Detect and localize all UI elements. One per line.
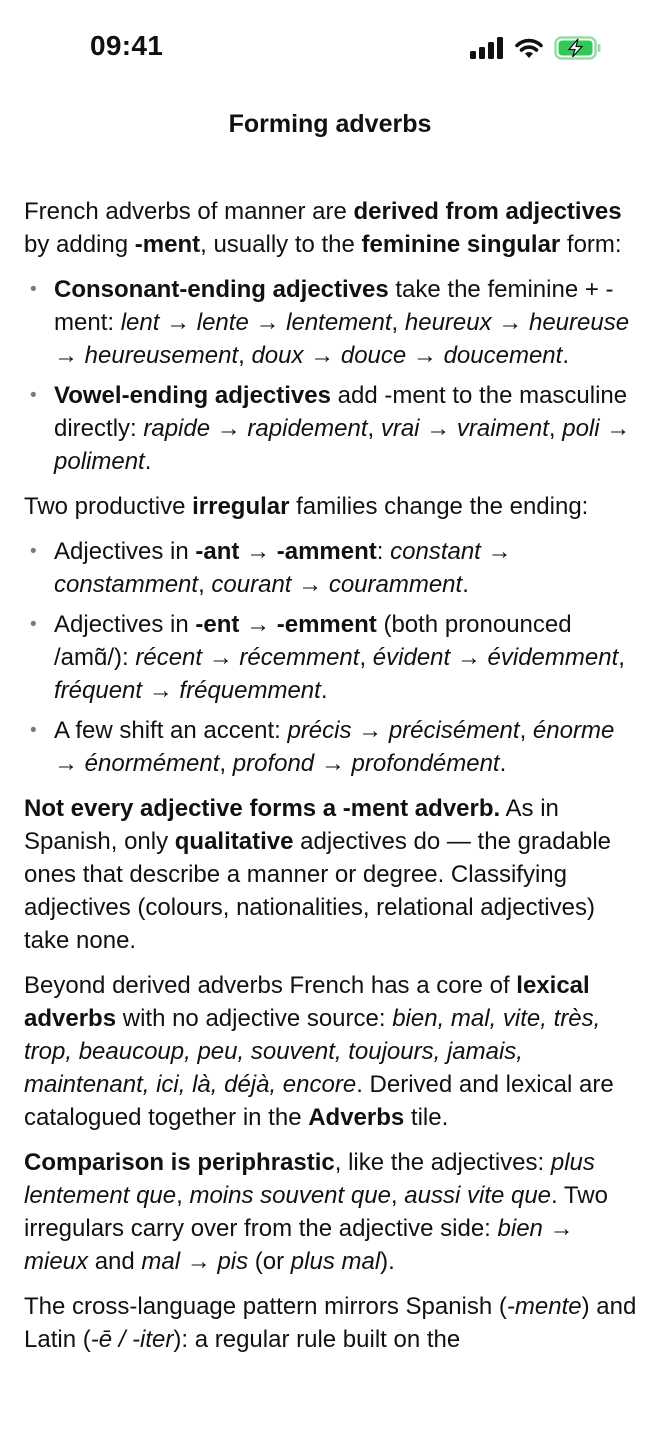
example-word: courant [211,571,292,598]
example-word: couramment [328,571,463,598]
example-word: poli [562,415,600,442]
example-word: constamment [54,571,199,598]
example-word: fréquent [54,677,143,704]
example-word: rapidement [247,415,368,442]
punctuation: . [499,750,507,777]
arrow: → [480,538,512,565]
separator: , [198,571,212,598]
example-word: lente [196,309,249,336]
example-word: heureux [404,309,492,336]
separator: , [176,1182,190,1209]
separator: , [238,342,252,369]
item-text: A few shift an accent: [54,717,288,744]
example-word: fréquemment [179,677,321,704]
example-phrase: moins souvent que [189,1182,391,1209]
rule-text: take the feminine + -ment: [54,276,614,336]
paragraph-text: ) and Latin ( [24,1293,637,1353]
paragraph-text: families change the ending: [289,493,589,520]
status-icons [470,36,602,65]
paragraph-text: and [88,1248,142,1275]
example-phrase: plus mal [290,1248,381,1275]
example-word: profond [232,750,315,777]
list-item [54,379,638,478]
arrow: → [239,611,277,638]
separator: , [548,415,563,442]
intro-text: French adverbs of manner are [24,198,354,225]
arrow: → [248,309,287,336]
item-text: Adjectives in [54,611,196,638]
example-word: mal [141,1248,181,1275]
arrow: → [202,644,240,671]
arrow: → [419,415,457,442]
arrow: → [159,309,197,336]
example-suffix: -mente [506,1293,582,1320]
example-word: doucement [443,342,563,369]
example-word: énormément [84,750,220,777]
arrow: → [491,309,529,336]
example-word: pis [217,1248,249,1275]
separator: , [618,644,625,671]
example-word: mieux [24,1248,89,1275]
separator: , [359,644,373,671]
wifi-icon [514,37,544,64]
paragraph-text: tile. [404,1104,449,1131]
example-word: bien [497,1215,543,1242]
intro-text: by adding [24,231,135,258]
example-word: énorme [532,717,615,744]
example-word: doux [251,342,304,369]
paragraph-text: , like the adjectives: [334,1149,551,1176]
separator: , [391,309,405,336]
intro-emphasis: feminine singular [361,231,561,258]
cellular-signal-icon [470,37,504,64]
qualitative-paragraph [24,792,638,957]
rule-list [24,273,638,478]
item-text: (both pronounced /amɑ̃/): [54,611,572,671]
emphasis: Not every adjective forms a -ment adverb. [24,795,501,822]
example-word: rapide [143,415,211,442]
status-bar [0,0,660,96]
arrow: → [542,1215,574,1242]
emphasis: Comparison is periphrastic [24,1149,335,1176]
arrow: → [599,415,631,442]
arrow: → [210,415,248,442]
example-word: douce [340,342,407,369]
list-item [54,714,638,780]
example-phrase: plus lentement que [24,1149,595,1209]
example-word: précisément [388,717,520,744]
arrow: → [142,677,180,704]
intro-text: , usually to the [200,231,362,258]
paragraph-text: . Two irregulars carry over from the adjective side: [24,1182,608,1242]
punctuation: . [144,448,152,475]
example-word-list: bien, mal, vite, très, trop, beaucoup, peu, souvent, toujours, jamais, maintenant, ici, là, déjà, encore [24,1005,601,1098]
intro-text: form: [560,231,622,258]
example-word: précis [287,717,352,744]
list-item [54,535,638,601]
paragraph-text: The cross-language pattern mirrors Spanish ( [24,1293,507,1320]
rule-text: add -ment to the masculine directly: [54,382,628,442]
arrow: → [406,342,444,369]
list-item [54,608,638,707]
example-word: vraiment [456,415,549,442]
paragraph-text: . Derived and lexical are catalogued together in the [24,1071,614,1131]
rule-heading: Consonant-ending adjectives [54,276,389,303]
example-word: récent [135,644,203,671]
suffix-term: -ant [195,538,240,565]
emphasis: qualitative [174,828,294,855]
suffix-term: -emment [276,611,377,638]
paragraph-text: As in Spanish, only [24,795,559,855]
arrow: → [239,538,277,565]
arrow: → [54,342,85,369]
punctuation: . [320,677,328,704]
arrow: → [314,750,352,777]
punctuation: . [562,342,569,369]
suffix-term: -amment [276,538,377,565]
item-text: : [376,538,391,565]
example-word: lent [120,309,160,336]
status-time: 09:41 [90,30,164,61]
separator: , [367,415,381,442]
list-item [54,273,638,372]
separator: , [390,1182,405,1209]
cross-language-paragraph [24,1290,638,1356]
arrow: → [303,342,341,369]
paragraph-text: Two productive [24,493,193,520]
arrow: → [180,1248,218,1275]
battery-charging-icon [554,36,602,65]
page-title: Forming adverbs [228,110,432,138]
article-body [24,195,638,1368]
lexical-paragraph [24,969,638,1134]
separator: , [219,750,233,777]
example-word: évident [372,644,451,671]
example-word: constant [390,538,481,565]
paragraph-text: ): a regular rule built on the [173,1326,461,1353]
suffix-term: -ment [134,231,201,258]
suffix-term: -ent [195,611,240,638]
example-word: évidemment [487,644,619,671]
emphasis: lexical adverbs [24,972,590,1032]
tile-reference: Adverbs [308,1104,405,1131]
irregular-list [24,535,638,780]
example-word: lentement [286,309,392,336]
item-text: Adjectives in [54,538,196,565]
comparison-paragraph [24,1146,638,1278]
example-word: heureuse [528,309,630,336]
example-word: profondément [351,750,500,777]
example-suffix: -ē / -iter [90,1326,174,1353]
intro-paragraph [24,195,638,261]
paragraph-text: with no adjective source: [116,1005,393,1032]
example-word: poliment [54,448,145,475]
paragraph-text: Beyond derived adverbs French has a core of [24,972,517,999]
punctuation: ). [380,1248,395,1275]
emphasis: irregular [192,493,290,520]
example-word: récemment [239,644,360,671]
intro-emphasis: derived from adjectives [353,198,622,225]
arrow: → [54,750,85,777]
example-word: vrai [380,415,420,442]
example-phrase: aussi vite que [404,1182,552,1209]
arrow: → [291,571,329,598]
punctuation: . [462,571,469,598]
separator: , [519,717,533,744]
paragraph-text: (or [248,1248,291,1275]
paragraph-text: adjectives do — the gradable ones that describe a manner or degree. Classifying adjectives (colours, nationalities, relational adjectives) take none. [24,828,611,954]
arrow: → [351,717,389,744]
irregular-intro-paragraph [24,490,638,523]
rule-heading: Vowel-ending adjectives [54,382,331,409]
example-word: heureusement [84,342,239,369]
arrow: → [450,644,488,671]
